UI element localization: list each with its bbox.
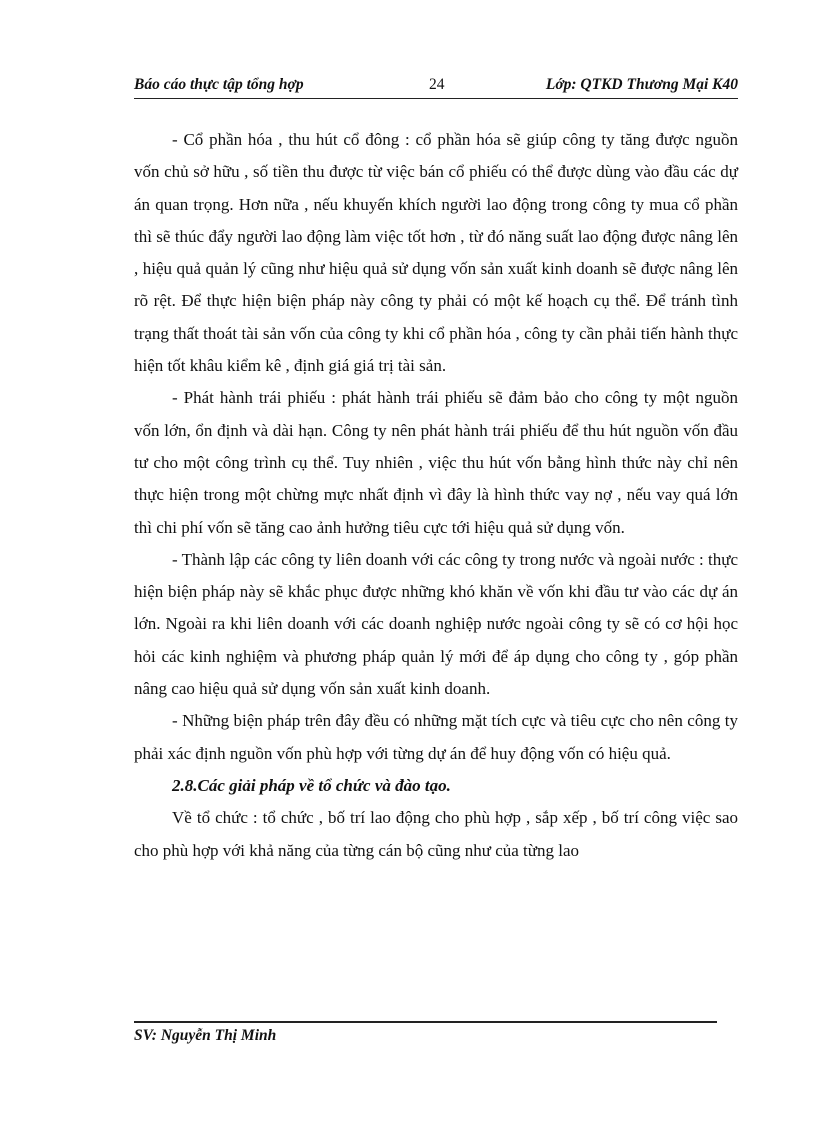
paragraph-joint-venture: - Thành lập các công ty liên doanh với các công ty trong nước và ngoài nước : thực hiện biện pháp này sẽ khắc phục được những khó khăn về vốn khi đầu tư vào các dự án lớn. Ngoài ra khi liên doanh với các doanh nghiệp nước ngoài công ty sẽ có cơ hội học hỏi các kinh nghiệm và phương pháp quản lý mới để áp dụng cho công ty , góp phần nâng cao hiệu quả sử dụng vốn sản xuất kinh doanh. [134, 549, 739, 699]
paragraph-equitization: - Cổ phần hóa , thu hút cổ đông : cổ phần hóa sẽ giúp công ty tăng được nguồn vốn chủ sở hữu , số tiền thu được từ việc bán cổ phiếu có thể được dùng vào đầu các dự án quan trọng. Hơn nữa , nếu khuyến khích người lao động trong công ty mua cổ phần thì sẽ thúc đẩy người lao động làm việc tốt hơn , từ đó năng suất lao động được nâng lên , hiệu quả quản lý cũng như hiệu quả sử dụng vốn sản xuất kinh doanh sẽ được nâng lên rõ rệt. Để thực hiện biện pháp này công ty phải có một kế hoạch cụ thể. Để tránh tình trạng thất thoát tài sản vốn của công ty khi cổ phần hóa , công ty cần phải tiến hành thực hiện tốt khâu kiểm kê , định giá giá trị tài sản. [134, 130, 738, 376]
page-number: 24 [429, 76, 445, 93]
paragraph-summary: - Những biện pháp trên đây đều có những mặt tích cực và tiêu cực cho nên công ty phải xác định nguồn vốn phù hợp với từng dự án để huy động vốn có hiệu quả. [134, 711, 738, 763]
footer-divider [134, 1021, 717, 1023]
class-label: Lớp: QTKD Thương Mại K40 [545, 76, 738, 93]
page-header [134, 74, 738, 99]
paragraph-organization: Về tổ chức : tổ chức , bố trí lao động cho phù hợp , sắp xếp , bố trí công việc sao cho phù hợp với khả năng của từng cán bộ cũng như của từng lao [134, 808, 738, 860]
student-name: SV: Nguyễn Thị Minh [134, 1027, 277, 1044]
section-heading: 2.8.Các giải pháp về tổ chức và đào tạo. [172, 775, 451, 795]
page-body [134, 124, 738, 867]
report-title: Báo cáo thực tập tổng hợp [134, 76, 304, 93]
paragraph-bonds: - Phát hành trái phiếu : phát hành trái phiếu sẽ đảm bảo cho công ty một nguồn vốn lớn, ổn định và dài hạn. Công ty nên phát hành trái phiếu để thu hút nguồn vốn đầu tư cho một công trình cụ thể. Tuy nhiên , việc thu hút vốn bằng hình thức này chỉ nên thực hiện trong một chừng mực nhất định vì đây là hình thức vay nợ , nếu vay quá lớn thì chi phí vốn sẽ tăng cao ảnh hưởng tiêu cực tới hiệu quả sử dụng vốn. [134, 388, 738, 537]
